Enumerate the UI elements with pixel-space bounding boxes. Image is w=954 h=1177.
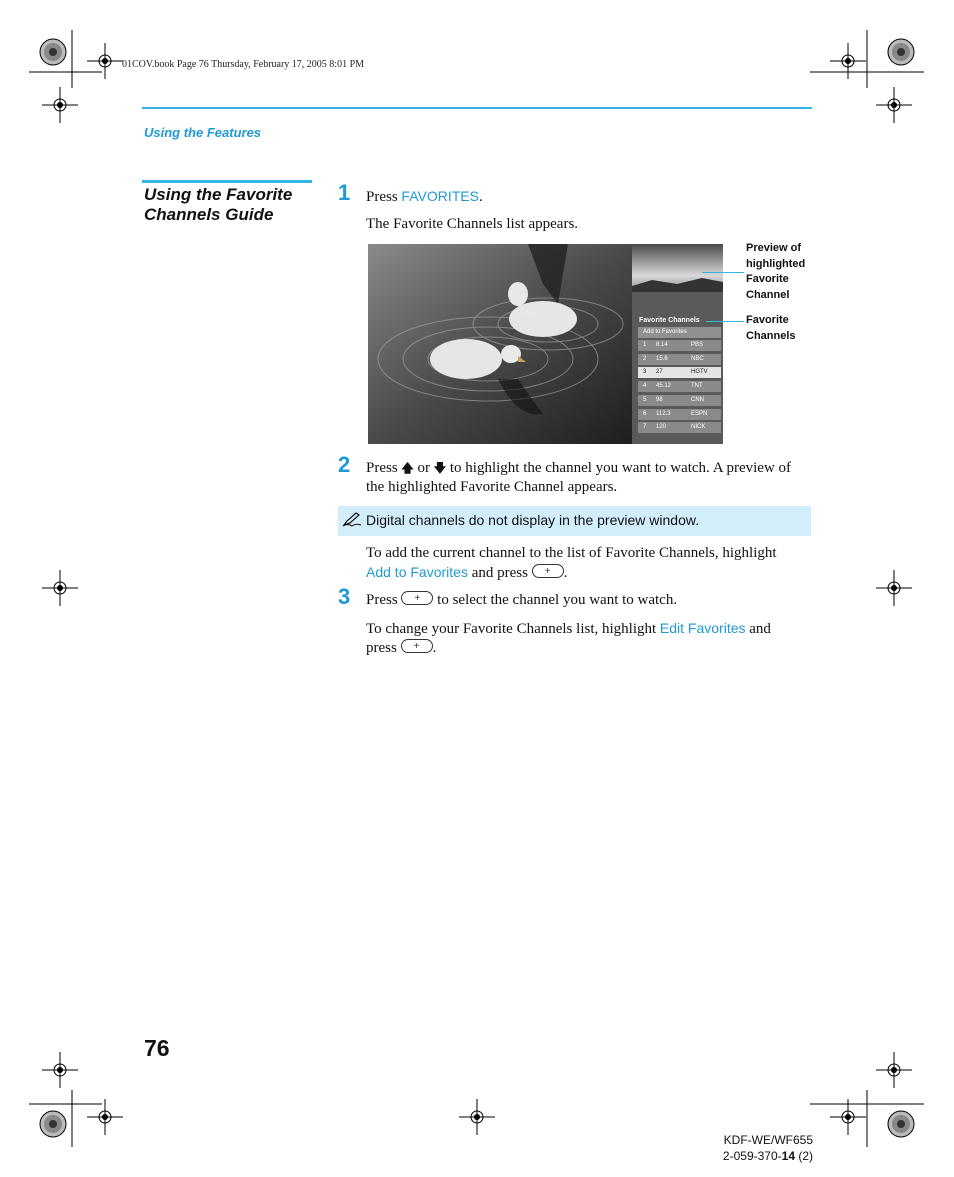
favorite-channel-row[interactable]	[638, 354, 721, 365]
step-3-number: 3	[338, 584, 351, 609]
channel-idx: 3	[643, 369, 647, 376]
enter-button-icon	[401, 591, 433, 605]
favorites-callout-line	[706, 321, 744, 322]
channel-ch: 120	[656, 424, 667, 431]
step-1-press: Press	[366, 189, 402, 205]
step-1-period: .	[478, 189, 483, 205]
favorite-channels-panel	[632, 314, 723, 444]
favorite-channel-row[interactable]	[638, 395, 721, 406]
channel-idx: 7	[643, 424, 647, 431]
channel-ch: 15.6	[656, 355, 668, 362]
step-2-text: Press 🡅 or 🡇 to highlight the channel you want to watch. A preview of the highlighted Favorite Channel appears.	[366, 460, 792, 495]
favorites-key: FAVORITES	[401, 188, 479, 204]
favorite-channel-row[interactable]	[638, 340, 721, 351]
section-rule	[142, 180, 312, 183]
pencil-note-icon	[342, 511, 362, 532]
header-rule	[142, 107, 812, 109]
book-info-line: 01COV.book Page 76 Thursday, February 17, 2005 8:01 PM	[122, 59, 365, 70]
step-1-text	[366, 187, 483, 207]
step-2-number: 2	[338, 452, 351, 477]
add-to-favorites-item[interactable]: Add to Favorites	[638, 327, 721, 338]
preview-callout: Preview of highlighted Favorite Channel	[746, 242, 806, 301]
favorites-callout: Favorite Channels	[746, 314, 796, 342]
footer-code: 2-059-370-14 (2)	[722, 1149, 813, 1163]
favorite-channel-row[interactable]	[638, 422, 721, 433]
preview-callout-line	[702, 272, 744, 273]
channel-ch: 112.3	[656, 410, 671, 417]
up-arrow-icon: 🡅	[401, 461, 414, 475]
channel-idx: 4	[643, 383, 647, 390]
channel-idx: 5	[643, 396, 647, 403]
channel-name: NICK	[691, 424, 706, 431]
step-3-text: Press + to select the channel you want to watch.	[366, 591, 677, 610]
favorite-channel-row[interactable]	[638, 367, 721, 378]
channel-name: NBC	[691, 355, 704, 362]
add-favorites-paragraph: To add the current channel to the list of Favorite Channels, highlight Add to Favorites and press +.	[366, 544, 811, 583]
page-number: 76	[144, 1035, 170, 1061]
channel-ch: 8.14	[656, 342, 668, 348]
enter-button-icon	[532, 564, 564, 578]
channel-ch: 27	[656, 369, 663, 376]
section-title: Using the Favorite Channels Guide	[144, 185, 293, 224]
channel-name: CNN	[691, 396, 704, 403]
enter-button-icon	[401, 639, 433, 653]
favorite-channel-row[interactable]	[638, 381, 721, 392]
step-1-number: 1	[338, 180, 351, 205]
channel-name: PBS	[691, 342, 704, 348]
favorite-channel-row[interactable]	[638, 409, 721, 420]
channel-ch: 45.12	[656, 383, 672, 390]
down-arrow-icon: 🡇	[433, 461, 447, 475]
edit-favorites-link: Edit Favorites	[659, 620, 746, 636]
footer-model: KDF-WE/WF655	[723, 1133, 813, 1147]
channel-ch: 98	[656, 396, 663, 403]
channel-preview-window	[632, 244, 723, 314]
step-1-result: The Favorite Channels list appears.	[366, 216, 579, 232]
channel-name: ESPN	[691, 410, 708, 417]
add-to-favorites-link: Add to Favorites	[366, 564, 468, 580]
channel-idx: 6	[643, 410, 647, 417]
channel-idx: 2	[643, 355, 647, 362]
favorite-panel-title: Favorite Channels	[639, 317, 700, 324]
running-header: Using the Features	[144, 125, 262, 140]
channel-idx: 1	[643, 342, 647, 348]
channel-name: TNT	[691, 383, 703, 390]
channel-name: HGTV	[691, 369, 708, 376]
ducks-photo	[368, 244, 632, 444]
edit-favorites-paragraph: To change your Favorite Channels list, highlight Edit Favorites and press +.	[366, 619, 811, 658]
note-text: Digital channels do not display in the preview window.	[366, 512, 700, 528]
